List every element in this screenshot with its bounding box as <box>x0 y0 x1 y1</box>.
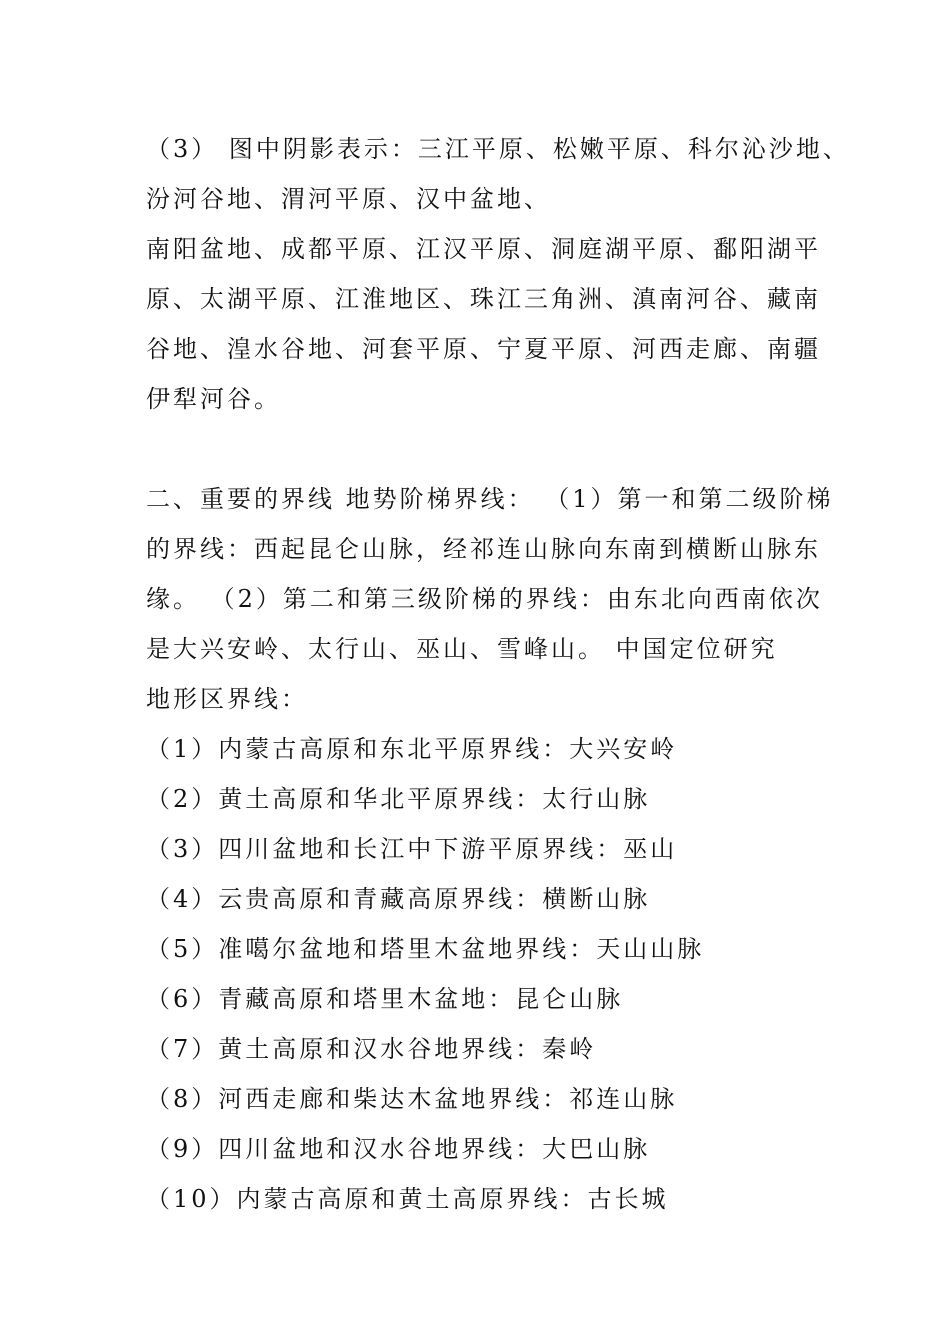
document-page <box>146 124 850 1224</box>
list-item: （4）云贵高原和青藏高原界线：横断山脉 <box>146 885 651 913</box>
text-line: 原、太湖平原、江淮地区、珠江三角洲、滇南河谷、藏南 <box>146 285 821 313</box>
text-line: 缘。 （2）第二和第三级阶梯的界线：由东北向西南依次 <box>146 585 823 613</box>
text-line: 南阳盆地、成都平原、江汉平原、洞庭湖平原、鄱阳湖平 <box>146 235 821 263</box>
text-line: 伊犁河谷。 <box>146 385 281 413</box>
shaded-areas-paragraph <box>146 124 850 424</box>
list-item: （3）四川盆地和长江中下游平原界线：巫山 <box>146 835 678 863</box>
text-line: 是大兴安岭、太行山、巫山、雪峰山。 中国定位研究 <box>146 635 778 663</box>
list-item: （2）黄土高原和华北平原界线：太行山脉 <box>146 785 651 813</box>
list-item: （9）四川盆地和汉水谷地界线：大巴山脉 <box>146 1135 651 1163</box>
text-line: 二、重要的界线 地势阶梯界线： （1）第一和第二级阶梯 <box>146 485 834 513</box>
paragraph-spacer <box>146 424 826 474</box>
text-line: 谷地、湟水谷地、河套平原、宁夏平原、河西走廊、南疆 <box>146 335 821 363</box>
text-line: （3） 图中阴影表示：三江平原、松嫩平原、科尔沁沙地、 <box>146 135 850 163</box>
list-item: （5）准噶尔盆地和塔里木盆地界线：天山山脉 <box>146 935 705 963</box>
boundary-list <box>146 724 826 1224</box>
list-item: （7）黄土高原和汉水谷地界线：秦岭 <box>146 1035 597 1063</box>
list-item: （8）河西走廊和柴达木盆地界线：祁连山脉 <box>146 1085 678 1113</box>
list-item: （1）内蒙古高原和东北平原界线：大兴安岭 <box>146 735 678 763</box>
list-item: （10）内蒙古高原和黄土高原界线：古长城 <box>146 1185 669 1213</box>
text-line: 汾河谷地、渭河平原、汉中盆地、 <box>146 185 551 213</box>
text-line: 地形区界线： <box>146 685 308 713</box>
text-line: 的界线：西起昆仑山脉，经祁连山脉向东南到横断山脉东 <box>146 535 821 563</box>
boundaries-section <box>146 474 834 1224</box>
list-item: （6）青藏高原和塔里木盆地：昆仑山脉 <box>146 985 624 1013</box>
